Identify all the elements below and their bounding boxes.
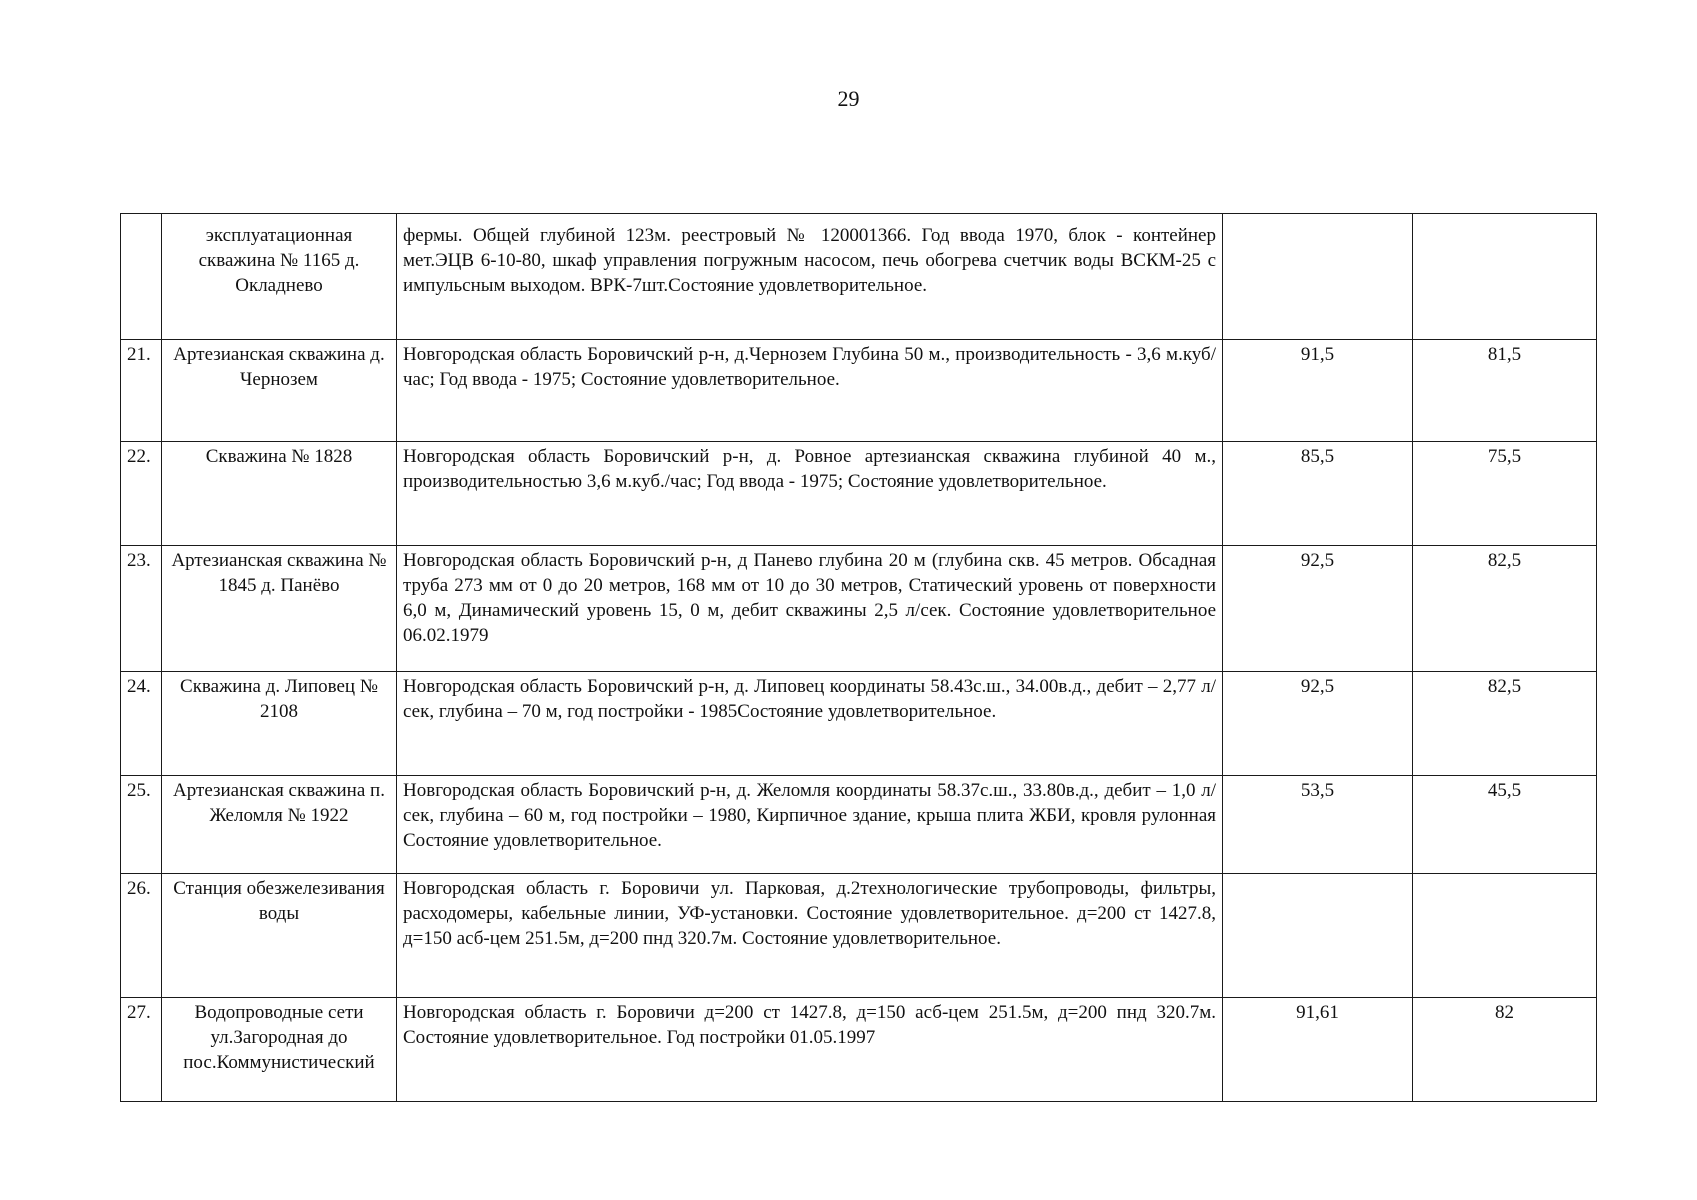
value-cell-1: 91,61 (1223, 998, 1413, 1102)
object-description: Новгородская область г. Боровичи д=200 ст 1427.8, д=150 асб-цем 251.5м, д=200 пнд 320.7м. Состояние удовлетворительное. Год постройки 01.05.1997 (397, 998, 1223, 1102)
object-description: Новгородская область Боровичский р-н, д. Липовец координаты 58.43с.ш., 34.00в.д., дебит – 2,77 л/сек, глубина – 70 м, год постройки - 1985Состояние удовлетворительное. (397, 672, 1223, 776)
value-cell-2 (1413, 874, 1597, 998)
value-cell-2: 82 (1413, 998, 1597, 1102)
table-row (121, 442, 1597, 546)
row-number: 27. (121, 998, 162, 1102)
object-description: Новгородская область Боровичский р-н, д.Чернозем Глубина 50 м., производительность - 3,6 м.куб/час; Год ввода - 1975; Состояние удовлетворительное. (397, 340, 1223, 442)
value-cell-1: 92,5 (1223, 546, 1413, 672)
value-cell-2 (1413, 214, 1597, 340)
row-number: 25. (121, 776, 162, 874)
value-cell-2: 45,5 (1413, 776, 1597, 874)
value-cell-1: 85,5 (1223, 442, 1413, 546)
row-number: 26. (121, 874, 162, 998)
value-cell-2: 81,5 (1413, 340, 1597, 442)
value-cell-1 (1223, 214, 1413, 340)
table-row (121, 340, 1597, 442)
value-cell-1: 92,5 (1223, 672, 1413, 776)
row-number (121, 214, 162, 340)
value-cell-2: 75,5 (1413, 442, 1597, 546)
table-row (121, 672, 1597, 776)
value-cell-1: 91,5 (1223, 340, 1413, 442)
value-cell-2: 82,5 (1413, 546, 1597, 672)
object-description: Новгородская область Боровичский р-н, д Панево глубина 20 м (глубина скв. 45 метров. Обсадная труба 273 мм от 0 до 20 метров, 168 мм от 10 до 30 метров, Статический уровень от поверхности 6,0 м, Динамический уровень 15, 0 м, дебит скважины 2,5 л/сек. Состояние удовлетворительное 06.02.1979 (397, 546, 1223, 672)
facilities-table (120, 213, 1597, 1102)
table-row (121, 776, 1597, 874)
page-number: 29 (837, 86, 860, 111)
object-name: Водопроводные сети ул.Загородная до пос.Коммунистический (162, 998, 397, 1102)
object-name: Артезианская скважина д. Чернозем (162, 340, 397, 442)
object-name: Станция обезжелезивания воды (162, 874, 397, 998)
object-name: Скважина № 1828 (162, 442, 397, 546)
table-row (121, 546, 1597, 672)
object-description: фермы. Общей глубиной 123м. реестровый № 120001366. Год ввода 1970, блок - контейнер мет.ЭЦВ 6-10-80, шкаф управления погружным насосом, печь обогрева счетчик воды ВСКМ-25 с импульсным выходом. ВРК-7шт.Состояние удовлетворительное. (397, 214, 1223, 340)
object-description: Новгородская область Боровичский р-н, д. Желомля координаты 58.37с.ш., 33.80в.д., дебит – 1,0 л/сек, глубина – 60 м, год постройки – 1980, Кирпичное здание, крыша плита ЖБИ, кровля рулонная Состояние удовлетворительное. (397, 776, 1223, 874)
table-row (121, 874, 1597, 998)
object-name: эксплуатационная скважина № 1165 д. Окладнево (162, 214, 397, 340)
row-number: 23. (121, 546, 162, 672)
object-name: Артезианская скважина № 1845 д. Панёво (162, 546, 397, 672)
row-number: 21. (121, 340, 162, 442)
value-cell-1 (1223, 874, 1413, 998)
object-name: Скважина д. Липовец № 2108 (162, 672, 397, 776)
table-row (121, 214, 1597, 340)
object-description: Новгородская область г. Боровичи ул. Парковая, д.2технологические трубопроводы, фильтры, расходомеры, кабельные линии, УФ-установки. Состояние удовлетворительное. д=200 ст 1427.8, д=150 асб-цем 251.5м, д=200 пнд 320.7м. Состояние удовлетворительное. (397, 874, 1223, 998)
object-name: Артезианская скважина п. Желомля № 1922 (162, 776, 397, 874)
value-cell-2: 82,5 (1413, 672, 1597, 776)
value-cell-1: 53,5 (1223, 776, 1413, 874)
table-row (121, 998, 1597, 1102)
row-number: 24. (121, 672, 162, 776)
object-description: Новгородская область Боровичский р-н, д. Ровное артезианская скважина глубиной 40 м., производительностью 3,6 м.куб./час; Год ввода - 1975; Состояние удовлетворительное. (397, 442, 1223, 546)
row-number: 22. (121, 442, 162, 546)
